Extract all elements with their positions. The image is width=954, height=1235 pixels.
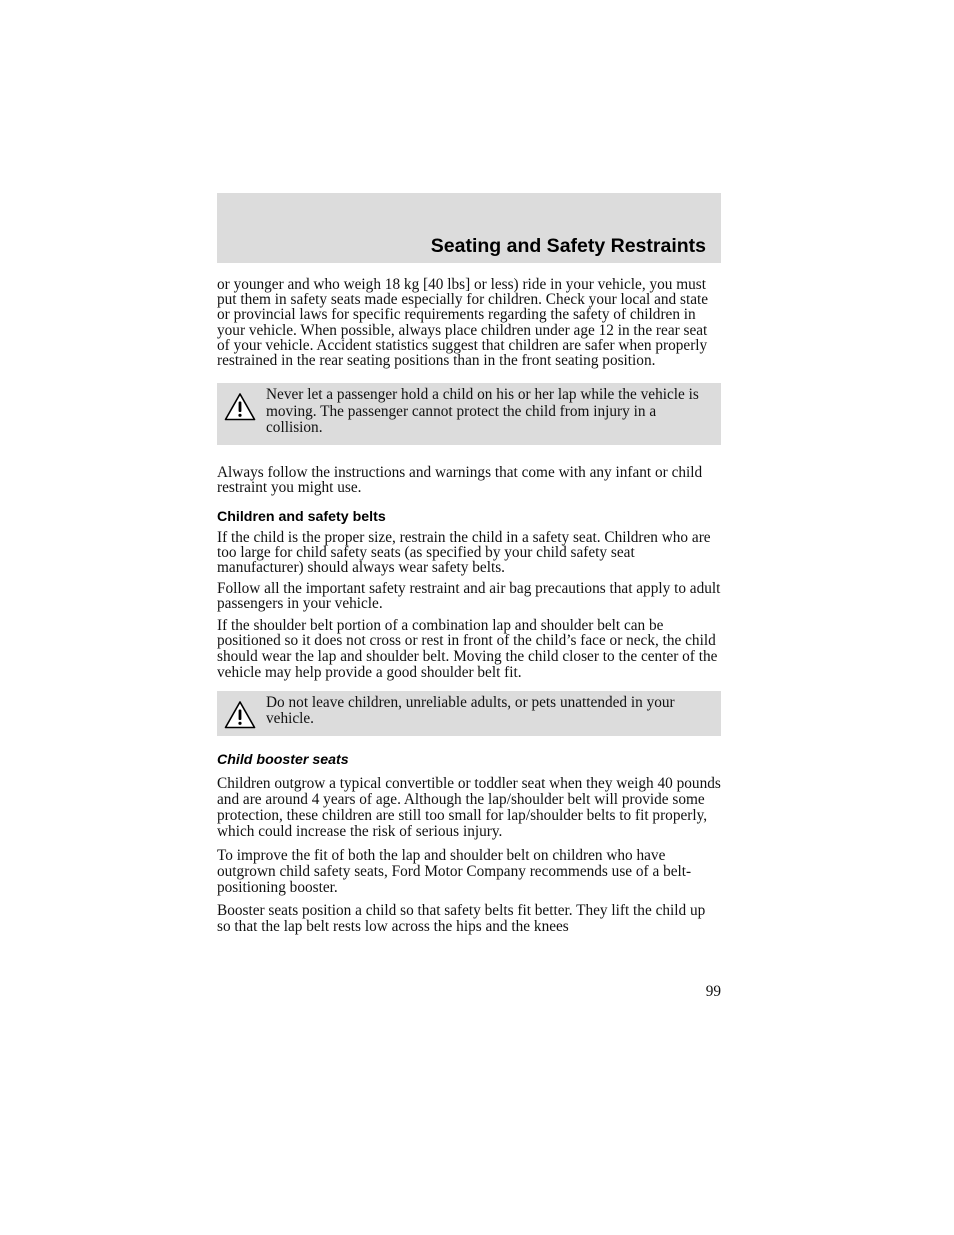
paragraph-booster-2: To improve the fit of both the lap and shoulder belt on children who have outgrown child safety seats, Ford Motor Company recommends use of a belt-positioning booster.: [217, 846, 692, 897]
warning-triangle-icon: [224, 392, 256, 422]
warning-text-unattended: Do not leave children, unreliable adults, or pets unattended in your vehicle.: [266, 693, 675, 728]
paragraph-belts-2: Follow all the important safety restraint and air bag precautions that apply to adult passengers in your vehicle.: [217, 580, 721, 613]
paragraph-belts-1: If the child is the proper size, restrain the child in a safety seat. Children who are too large for child safety seats (as specified by your child safety seat manufacturer) should always wear safety belts.: [217, 528, 711, 577]
warning-text-lap: Never let a passenger hold a child on his or her lap while the vehicle is moving. The passenger cannot protect the child from injury in a collision.: [266, 386, 699, 437]
section-header: [217, 193, 721, 263]
heading-booster: Child booster seats: [217, 751, 349, 768]
page-number: 99: [705, 983, 721, 1000]
warning-box-unattended: [217, 691, 721, 736]
heading-children-belts: Children and safety belts: [217, 508, 386, 525]
section-title: Seating and Safety Restraints: [430, 235, 706, 257]
paragraph-belts-3: If the shoulder belt portion of a combination lap and shoulder belt can be positioned so it does not cross or rest in front of the child’s face or neck, the child should wear the lap and shoulder belt. Moving the child closer to the center of the vehicle may help provide a good shoulder belt fit.: [217, 616, 718, 682]
paragraph-booster-3: Booster seats position a child so that safety belts fit better. They lift the child up so that the lap belt rests low across the hips and the knees: [217, 902, 706, 936]
page-content: [217, 277, 721, 936]
warning-box-lap: [217, 383, 721, 445]
warning-triangle-icon: [224, 700, 256, 730]
paragraph-follow: Always follow the instructions and warnings that come with any infant or child restraint you might use.: [217, 464, 703, 497]
paragraph-booster-1: Children outgrow a typical convertible or toddler seat when they weigh 40 pounds and are around 4 years of age. Although the lap/shoulder belt will provide some protection, these children are still too small for lap/shoulder belts to fit properly, which could increase the risk of serious injury.: [217, 774, 721, 841]
paragraph-intro: or younger and who weigh 18 kg [40 lbs] or less) ride in your vehicle, you must put them in safety seats made especially for children. Check your local and state or provincial laws for specific requirements regarding the safety of children in your vehicle. When possible, always place children under age 12 in the rear seat of your vehicle. Accident statistics suggest that children are safer when properly restrained in the rear seating positions than in the front seating position.: [217, 276, 709, 370]
